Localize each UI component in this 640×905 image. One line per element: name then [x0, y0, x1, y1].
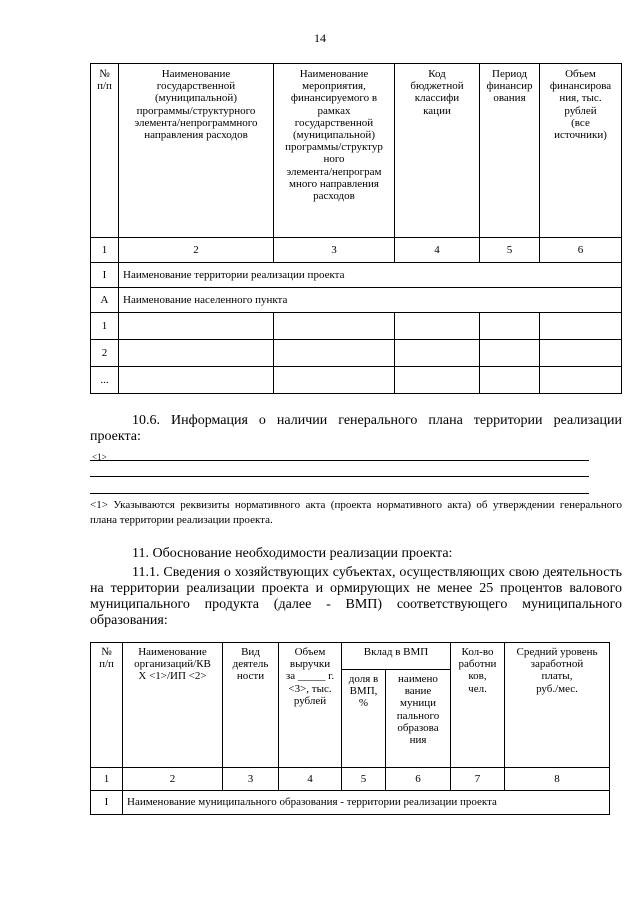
- header-text: Наименование организаций/КВ Х <1>/ИП <2>: [134, 646, 211, 683]
- empty-cell: [395, 313, 480, 340]
- fill-line: [90, 493, 589, 494]
- table-row: [91, 313, 622, 340]
- header-cell: [91, 643, 123, 768]
- empty-cell: [274, 313, 395, 340]
- column-number: 1: [91, 768, 123, 791]
- empty-cell: [540, 313, 622, 340]
- settlement-row: [91, 288, 622, 313]
- column-number: 5: [342, 768, 386, 791]
- page-number: 14: [314, 31, 326, 45]
- header-text: Средний уровень заработной платы, руб./мес.: [516, 646, 598, 695]
- empty-cell: [540, 367, 622, 394]
- row-text: Наименование территории реализации проекта: [119, 263, 622, 288]
- header-cell: [451, 643, 505, 768]
- economic-entities-table: [90, 642, 610, 815]
- table-row: [91, 367, 622, 394]
- territory-row: [91, 263, 622, 288]
- row-number: 1: [91, 313, 119, 340]
- column-number: 2: [119, 238, 274, 263]
- column-number-row: [91, 768, 610, 791]
- header-cell: [480, 64, 540, 238]
- header-text: № п/п: [97, 68, 112, 93]
- empty-cell: [480, 313, 540, 340]
- row-number: ...: [91, 367, 119, 394]
- empty-cell: [395, 367, 480, 394]
- header-text: Вид деятель ности: [232, 646, 269, 683]
- column-number: 6: [540, 238, 622, 263]
- header-cell: [540, 64, 622, 238]
- fill-line: [90, 476, 589, 477]
- header-text: Объем выручки за _____ г. <3>, тыс. рублей: [285, 646, 335, 707]
- empty-cell: [480, 367, 540, 394]
- column-number: 1: [91, 238, 119, 263]
- empty-cell: [540, 340, 622, 367]
- footnote: <1> Указываются реквизиты нормативного акта (проекта нормативного акта) об утверждении генерального плана территории реализации проекта.: [90, 499, 622, 526]
- header-cell: [342, 643, 451, 670]
- row-text: Наименование населенного пункта: [119, 288, 622, 313]
- empty-cell: [480, 340, 540, 367]
- table-row: [91, 340, 622, 367]
- row-number: А: [91, 288, 119, 313]
- header-text: доля в ВМП, %: [348, 673, 379, 710]
- column-number: 3: [223, 768, 279, 791]
- column-number: 6: [386, 768, 451, 791]
- header-cell: [386, 670, 451, 768]
- header-text: Код бюджетной классифи кации: [410, 68, 464, 117]
- header-text: Вклад в ВМП: [363, 646, 429, 658]
- column-number: 5: [480, 238, 540, 263]
- row-number: I: [91, 791, 123, 815]
- column-number-row: [91, 238, 622, 263]
- empty-cell: [274, 340, 395, 367]
- header-cell: [119, 64, 274, 238]
- section-11-heading: 11. Обоснование необходимости реализации проекта:: [132, 546, 453, 561]
- header-cell: [395, 64, 480, 238]
- empty-cell: [119, 367, 274, 394]
- empty-cell: [119, 313, 274, 340]
- header-cell: [274, 64, 395, 238]
- column-number: 3: [274, 238, 395, 263]
- column-number: 4: [279, 768, 342, 791]
- municipality-row: [91, 791, 610, 815]
- header-cell: [123, 643, 223, 768]
- empty-cell: [119, 340, 274, 367]
- header-text: Наименование государственной (муниципальной) программы/структурного элемента/непрограммного направления расходов: [134, 68, 258, 142]
- empty-cell: [395, 340, 480, 367]
- footnote-ref: <1>: [92, 452, 107, 462]
- header-text: Период финансир ования: [486, 68, 533, 105]
- empty-cell: [274, 367, 395, 394]
- row-text: Наименование муниципального образования - территории реализации проекта: [123, 791, 610, 815]
- header-text: Кол-во работни ков, чел.: [458, 646, 497, 695]
- column-number: 7: [451, 768, 505, 791]
- row-number: 2: [91, 340, 119, 367]
- section-10-6-heading: 10.6. Информация о наличии генерального плана территории реализации проекта:: [90, 413, 622, 444]
- header-text: Наименование мероприятия, финансируемого в рамках государственной (муниципальной) программы/структур ного элемента/непрограм много направления расходов: [285, 68, 383, 203]
- column-number: 2: [123, 768, 223, 791]
- header-cell: [342, 670, 386, 768]
- header-text: наимено вание муници пального образова ния: [396, 673, 440, 747]
- header-text: Объем финансирова ния, тыс. рублей (все источники): [549, 68, 612, 142]
- header-cell: [91, 64, 119, 238]
- header-cell: [223, 643, 279, 768]
- header-cell: [279, 643, 342, 768]
- financing-table: [90, 63, 622, 394]
- column-number: 4: [395, 238, 480, 263]
- row-number: I: [91, 263, 119, 288]
- column-number: 8: [505, 768, 610, 791]
- section-11-1-text: 11.1. Сведения о хозяйствующих субъектах, осуществляющих свою деятельность на территории реализации проекта и ормирующих не менее 25 процентов валового муниципального продукта (далее - ВМП) соответствующего муниципального образования:: [90, 565, 622, 628]
- header-text: № п/п: [99, 646, 114, 671]
- fill-line: [90, 460, 589, 461]
- header-cell: [505, 643, 610, 768]
